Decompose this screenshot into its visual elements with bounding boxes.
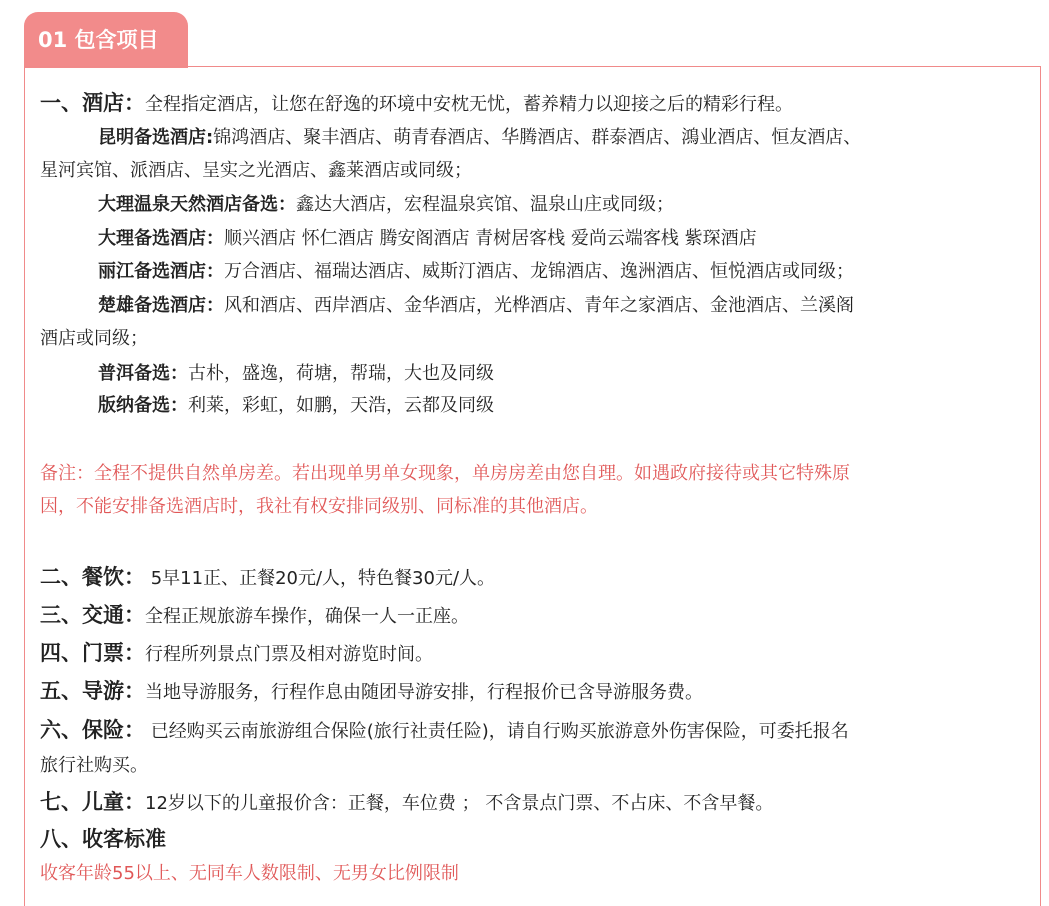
note-line-1: 备注：全程不提供自然单房差。若出现单男单女现象，单房房差由您自理。如遇政府接待或其它特殊原 — [40, 463, 850, 484]
meals-title: 二、餐饮： — [40, 565, 145, 589]
lijiang-row — [98, 255, 854, 288]
insurance-row-cont — [40, 749, 148, 782]
chuxiong-text-cont: 酒店或同级； — [40, 328, 148, 349]
meals-row — [40, 561, 495, 594]
chuxiong-label: 楚雄备选酒店： — [98, 295, 224, 316]
children-title: 七、儿童： — [40, 790, 145, 814]
puer-text: 古朴，盛逸，荷塘，帮瑞，大也及同级 — [188, 363, 494, 384]
dali-hot-label: 大理温泉天然酒店备选： — [98, 194, 296, 215]
guide-text: 当地导游服务，行程作息由随团导游安排，行程报价已含导游服务费。 — [145, 682, 703, 703]
section-tab: 01 包含项目 — [24, 12, 188, 68]
hotel-title: 一、酒店： — [40, 91, 145, 115]
hotel-desc: 全程指定酒店，让您在舒逸的环境中安枕无忧，蓄养精力以迎接之后的精彩行程。 — [145, 94, 793, 115]
insurance-row — [40, 714, 849, 747]
dali-label: 大理备选酒店： — [98, 228, 224, 249]
kunming-label: 昆明备选酒店: — [98, 127, 214, 148]
banna-text: 利莱，彩虹，如鹏，天浩，云都及同级 — [188, 395, 494, 416]
meals-text: 5早11正、正餐20元/人，特色餐30元/人。 — [145, 568, 496, 589]
transport-text: 全程正规旅游车操作，确保一人一正座。 — [145, 606, 469, 627]
insurance-title: 六、保险： — [40, 718, 145, 742]
tickets-title: 四、门票： — [40, 641, 145, 665]
tickets-row — [40, 637, 433, 670]
dali-hot-row — [98, 188, 674, 221]
kunming-text: 锦鸿酒店、聚丰酒店、萌青春酒店、华腾酒店、群泰酒店、鴻业酒店、恒友酒店、 — [213, 127, 862, 148]
dali-hot-text: 鑫达大酒店，宏程温泉宾馆、温泉山庄或同级； — [296, 194, 674, 215]
lijiang-text: 万合酒店、福瑞达酒店、威斯汀酒店、龙锦酒店、逸洲酒店、恒悦酒店或同级； — [224, 261, 854, 282]
guest-text: 收客年龄55以上、无同车人数限制、无男女比例限制 — [40, 863, 459, 884]
banna-label: 版纳备选： — [98, 395, 188, 416]
guest-title: 八、收客标准 — [40, 827, 166, 851]
guest-row — [40, 823, 166, 856]
puer-label: 普洱备选： — [98, 363, 188, 384]
puer-row — [98, 357, 494, 390]
banna-row — [98, 389, 494, 422]
hotel-row — [40, 87, 793, 120]
dali-text: 顺兴酒店 怀仁酒店 腾安阁酒店 青树居客栈 爱尚云端客栈 紫琛酒店 — [224, 228, 757, 249]
dali-row — [98, 222, 757, 255]
transport-row — [40, 599, 469, 632]
children-text: 12岁以下的儿童报价含：正餐，车位费 ； 不含景点门票、不占床、不含早餐。 — [145, 793, 774, 814]
chuxiong-row — [98, 289, 854, 322]
insurance-text: 已经购买云南旅游组合保险(旅行社责任险)，请自行购买旅游意外伤害保险，可委托报名 — [145, 721, 849, 742]
note-line-2: 因，不能安排备选酒店时，我社有权安排同级别、同标准的其他酒店。 — [40, 496, 598, 517]
guide-title: 五、导游： — [40, 679, 145, 703]
transport-title: 三、交通： — [40, 603, 145, 627]
lijiang-label: 丽江备选酒店： — [98, 261, 224, 282]
kunming-text-cont: 星河宾馆、派酒店、呈实之光酒店、鑫莱酒店或同级； — [40, 160, 472, 181]
chuxiong-row-cont — [40, 322, 148, 355]
chuxiong-text: 风和酒店、西岸酒店、金华酒店，光桦酒店、青年之家酒店、金池酒店、兰溪阁 — [224, 295, 854, 316]
children-row — [40, 786, 773, 819]
guide-row — [40, 675, 703, 708]
kunming-row — [98, 121, 861, 154]
tickets-text: 行程所列景点门票及相对游览时间。 — [145, 644, 433, 665]
insurance-text-cont: 旅行社购买。 — [40, 755, 148, 776]
kunming-row-cont — [40, 154, 472, 187]
